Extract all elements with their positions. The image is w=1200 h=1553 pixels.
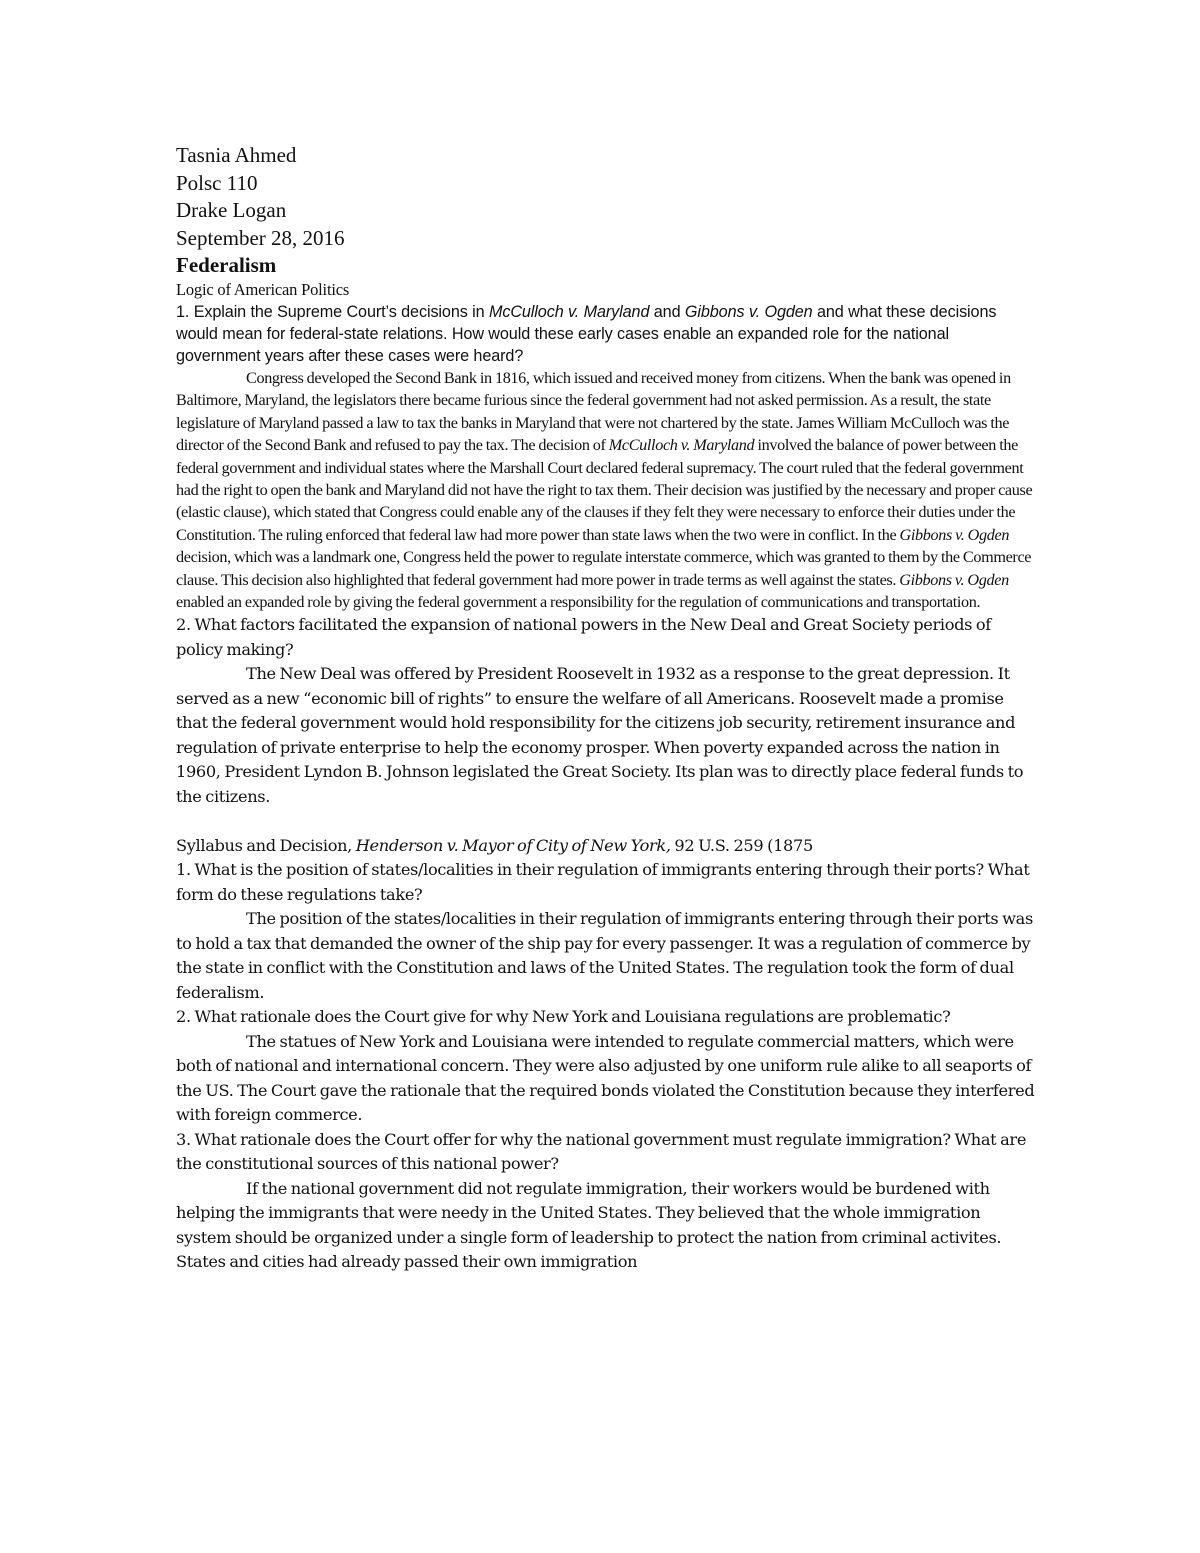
course-name: Polsc 110 bbox=[176, 170, 258, 195]
section-heading: Syllabus and Decision, Henderson v. Mayor of City of New York, 92 U.S. 259 (1875 bbox=[176, 835, 813, 855]
section-subtitle: Logic of American Politics bbox=[176, 280, 350, 299]
question-2: 2. What factors facilitated the expansion of national powers in the New Deal and Great Society periods of policy making? bbox=[176, 615, 991, 659]
question-1: 1. Explain the Supreme Court’s decisions in McCulloch v. Maryland and Gibbons v. Ogden and what these decisions would mean for federal-state relations. How would these early cases enable an expanded role for the national government years after these cases were heard? bbox=[176, 303, 997, 365]
answer-5: If the national government did not regulate immigration, their workers would be burdened with helping the immigrants that were needy in the United States. They believed that the whole immigration system should be organized under a single form of leadership to protect the nation from criminal activites. States and cities had already passed their own immigration bbox=[176, 1178, 1002, 1272]
instructor-name: Drake Logan bbox=[176, 198, 287, 222]
case-name: Gibbons v. Ogden bbox=[684, 303, 813, 321]
case-name: Gibbons v. Ogden bbox=[899, 570, 1009, 589]
spacer bbox=[176, 809, 1036, 834]
answer-2: The New Deal was offered by President Roosevelt in 1932 as a response to the great depression. It served as a new “economic bill of rights” to ensure the welfare of all Americans. Roosevelt made a promise that the federal government would hold responsibility for the citizens job security, retirement insurance and regulation of private enterprise to help the economy prosper. When poverty expanded across the nation in 1960, President Lyndon B. Johnson legislated the Great Society. Its plan was to directly place federal funds to the citizens. bbox=[176, 664, 1024, 806]
document-body bbox=[176, 142, 1036, 1275]
answer-3: The position of the states/localities in their regulation of immigrants entering through their ports was to hold a tax that demanded the owner of the ship pay for every passenger. It was a regulation of commerce by the state in conflict with the Constitution and laws of the United States. The regulation took the form of dual federalism. bbox=[176, 909, 1033, 1002]
answer-4: The statues of New York and Louisiana were intended to regulate commercial matters, which were both of national and international concern. They were also adjusted by one uniform rule alike to all seaports of the US. The Court gave the rationale that the required bonds violated the Constitution because they interfered with foreign commerce. bbox=[176, 1031, 1035, 1125]
case-name: McCulloch v. Maryland bbox=[488, 303, 650, 321]
question-4: 2. What rationale does the Court give for why New York and Louisiana regulations are problematic? bbox=[176, 1007, 951, 1027]
assignment-date: September 28, 2016 bbox=[176, 225, 345, 250]
case-name: McCulloch v. Maryland bbox=[608, 436, 755, 455]
question-5: 3. What rationale does the Court offer for why the national government must regulate immigration? What are the constitutional sources of this national power? bbox=[176, 1129, 1027, 1174]
author-name: Tasnia Ahmed bbox=[176, 143, 297, 167]
document-title: Federalism bbox=[176, 253, 277, 277]
case-name: Gibbons v. Ogden bbox=[899, 525, 1010, 544]
answer-1: Congress developed the Second Bank in 1816, which issued and received money from citizens. When the bank was opened in Baltimore, Maryland, the legislators there became furious since the federal government had not asked permission. As a result, the state legislature of Maryland passed a law to tax the banks in Maryland that were not chartered by the state. James William McCulloch was the director of the Second Bank and refused to pay the tax. The decision of McCulloch v. Maryland involved the balance of power between the federal government and individual states where the Marshall Court declared federal supremacy. The court ruled that the federal government had the right to open the bank and Maryland did not have the right to tax them. Their decision was justified by the necessary and proper cause (elastic clause), which stated that Congress could enable any of the clauses if they felt they were necessary to enforce their duties under the Constitution. The ruling enforced that federal law had more power than state laws when the two were in conflict. In the Gibbons v. Ogden decision, which was a landmark one, Congress held the power to regulate interstate commerce, which was granted to them by the Commerce clause. This decision also highlighted that federal government had more power in trade terms as well against the states. Gibbons v. Ogden enabled an expanded role by giving the federal government a responsibility for the regulation of communications and transportation. bbox=[176, 369, 1033, 612]
case-name: Henderson v. Mayor of City of New York, bbox=[355, 835, 671, 855]
question-3: 1. What is the position of states/localities in their regulation of immigrants entering through their ports? What form do these regulations take? bbox=[176, 860, 1030, 904]
